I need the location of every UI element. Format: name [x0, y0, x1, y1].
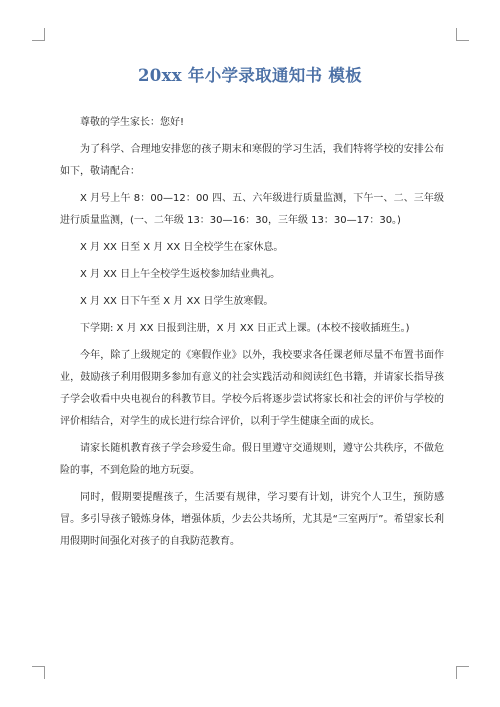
page-corner-mark-top-left [32, 28, 45, 41]
paragraph-intro: 为了科学、合理地安排您的孩子期末和寒假的学习生活，我们特将学校的安排公布如下，敬请配合： [60, 144, 444, 177]
paragraph-health: 同时，假期要提醒孩子，生活要有规律，学习要有计划，讲究个人卫生，预防感冒。多引导孩子锻炼身体，增强体质，少去公共场所，尤其是“三室两厅”。希望家长利用假期时间强化对孩子的自我防范教育。 [60, 492, 444, 547]
paragraph-closing-ceremony: X 月 XX 日上午全校学生返校参加结业典礼。 [80, 269, 281, 280]
salutation: 尊敬的学生家长：您好! [80, 117, 185, 128]
paragraph-home-rest: X 月 XX 日至 X 月 XX 日全校学生在家休息。 [80, 242, 284, 253]
paragraph-safety: 请家长随机教育孩子学会珍爱生命。假日里遵守交通规则，遵守公共秩序，不做危险的事，不到危险的地方玩耍。 [60, 443, 444, 476]
page-corner-mark-bottom-right [456, 666, 469, 679]
paragraph-next-semester: 下学期: X 月 XX 日报到注册，X 月 XX 日正式上课。(本校不接收插班生。) [80, 323, 410, 334]
page-title: 20xx 年小学录取通知书 模板 [138, 66, 362, 85]
paragraph-winter-break: X 月 XX 日下午至 X 月 XX 日学生放寒假。 [80, 296, 274, 307]
page-corner-mark-bottom-left [32, 666, 45, 679]
page-corner-mark-top-right [456, 28, 469, 41]
paragraph-homework: 今年，除了上级规定的《寒假作业》以外，我校要求各任课老师尽量不布置书面作业，鼓励孩子利用假期多参加有意义的社会实践活动和阅读红色书籍，并请家长指导孩子学会收看中央电视台的科教节目。学校今后将逐步尝试将家长和社会的评价与学校的评价相结合，对学生的成长进行综合评价，以利于学生健康全面的成长。 [60, 350, 444, 427]
document-body [60, 112, 444, 558]
paragraph-exam-schedule: X 月号上午 8：00—12：00 四、五、六年级进行质量监测，下午一、二、三年级进行质量监测，(一、二年级 13：30—16：30，三年级 13：30—17：30。) [60, 193, 444, 226]
